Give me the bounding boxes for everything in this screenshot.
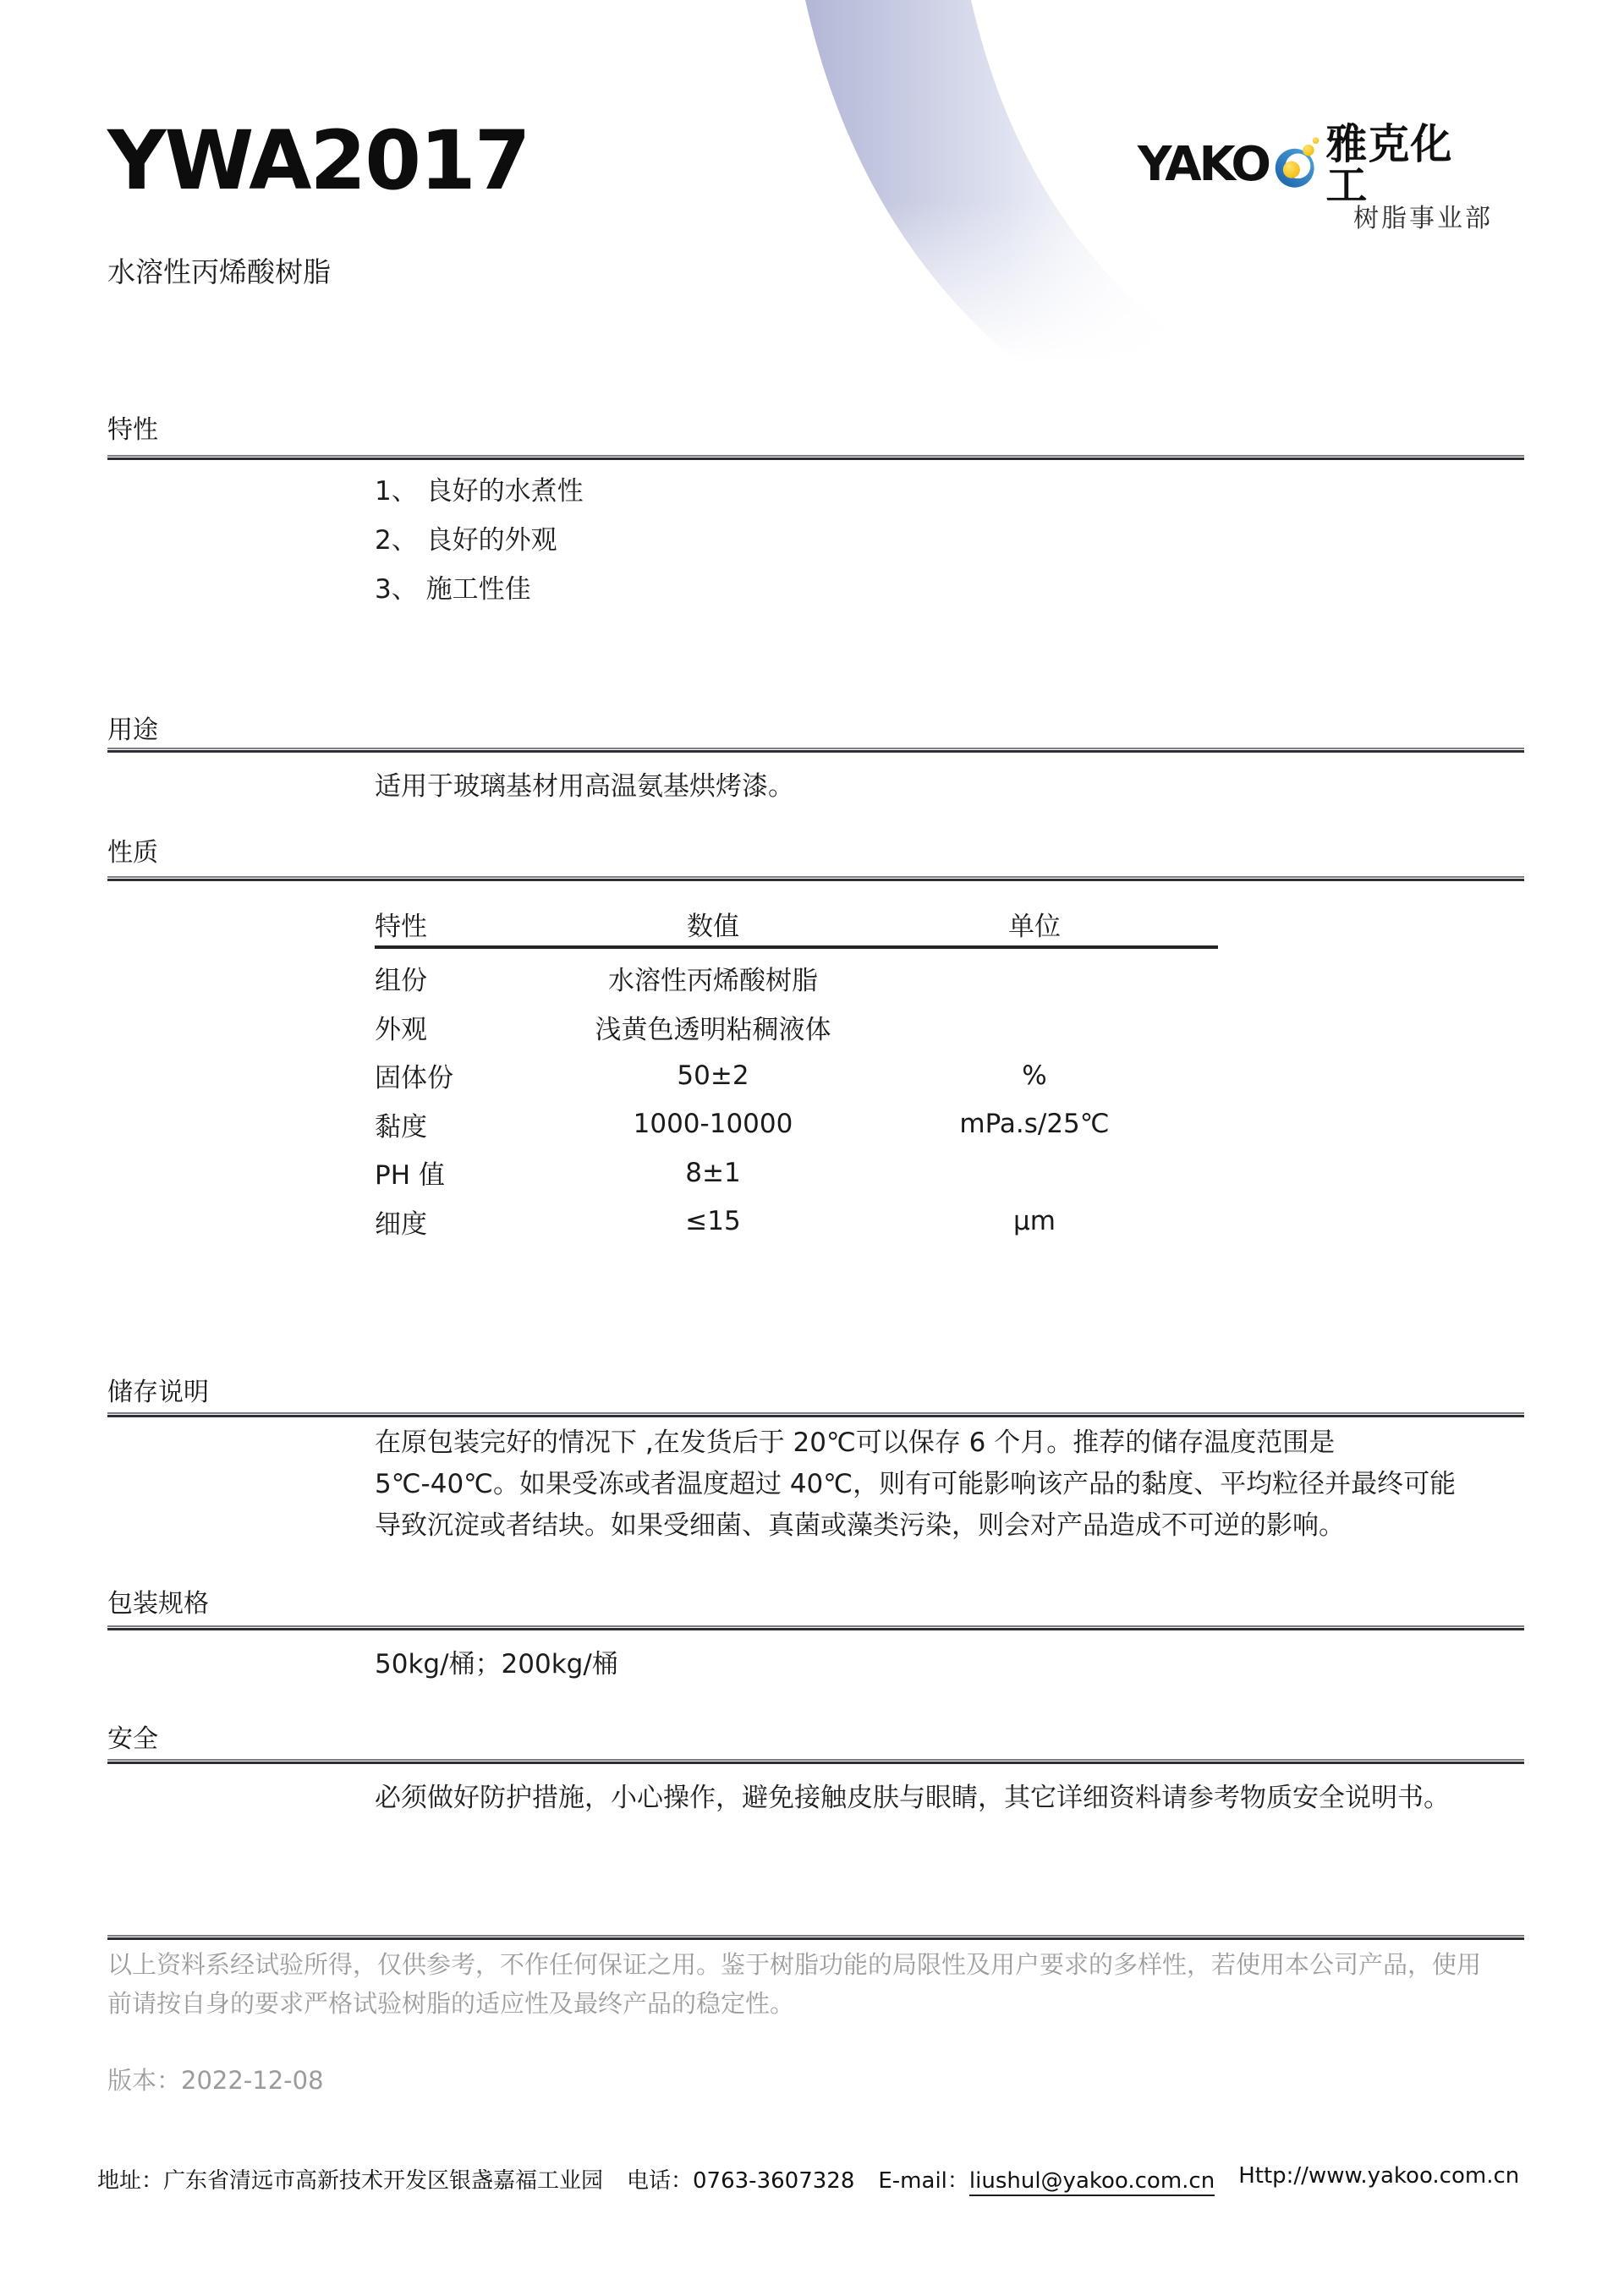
property-unit: μm bbox=[1013, 1206, 1056, 1237]
footer-email bbox=[878, 2163, 1215, 2195]
section-heading-safety: 安全 bbox=[107, 1724, 158, 1754]
contact-footer bbox=[97, 2163, 1552, 2195]
table-row bbox=[375, 1197, 1221, 1247]
property-name: 固体份 bbox=[375, 1063, 453, 1094]
property-unit: mPa.s/25℃ bbox=[959, 1109, 1110, 1140]
page-title: YWA2017 bbox=[107, 113, 529, 208]
safety-text: 必须做好防护措施，小心操作，避免接触皮肤与眼睛，其它详细资料请参考物质安全说明书。 bbox=[375, 1783, 1450, 1813]
table-row bbox=[375, 1100, 1221, 1149]
section-heading-properties: 性质 bbox=[107, 838, 158, 868]
section-heading-packaging: 包装规格 bbox=[107, 1589, 209, 1619]
property-value: ≤15 bbox=[685, 1206, 741, 1237]
property-value: 1000-10000 bbox=[633, 1109, 793, 1140]
table-row bbox=[375, 954, 1221, 1003]
column-header: 数值 bbox=[687, 911, 739, 942]
property-value: 浅黄色透明粘稠液体 bbox=[595, 1014, 831, 1045]
section-divider bbox=[107, 748, 1524, 753]
usage-text: 适用于玻璃基材用高温氨基烘烤漆。 bbox=[375, 771, 794, 802]
footer-website: Http://www.yakoo.com.cn bbox=[1238, 2163, 1520, 2189]
table-row bbox=[375, 1003, 1221, 1052]
page-subtitle: 水溶性丙烯酸树脂 bbox=[107, 255, 331, 288]
yako-orbit-logo-icon bbox=[1270, 136, 1320, 190]
column-header: 单位 bbox=[1008, 911, 1061, 942]
section-divider bbox=[107, 1625, 1524, 1630]
division-label: 树脂事业部 bbox=[1353, 204, 1493, 233]
property-value: 水溶性丙烯酸树脂 bbox=[608, 966, 818, 997]
table-row bbox=[375, 1148, 1221, 1197]
footer-email-label: E-mail： bbox=[878, 2168, 969, 2194]
property-value: 8±1 bbox=[685, 1157, 741, 1188]
property-value: 50±2 bbox=[677, 1060, 749, 1091]
orbit-ball-small bbox=[1313, 137, 1320, 144]
table-header-divider bbox=[375, 945, 1218, 949]
logo-latin-text: YAKO bbox=[1138, 137, 1270, 192]
property-unit: % bbox=[1022, 1060, 1047, 1091]
section-divider bbox=[107, 876, 1524, 881]
footer-address: 地址：广东省清远市高新技术开发区银盏嘉福工业园 bbox=[97, 2168, 604, 2194]
version-label: 版本：2022-12-08 bbox=[107, 2066, 324, 2095]
feature-item: 3、 施工性佳 bbox=[375, 574, 531, 605]
footer-phone: 电话：0763-3607328 bbox=[627, 2168, 855, 2194]
column-header: 特性 bbox=[375, 911, 427, 942]
table-row bbox=[375, 1051, 1221, 1100]
property-name: 细度 bbox=[375, 1208, 427, 1240]
company-logo bbox=[1138, 120, 1493, 210]
section-heading-usage: 用途 bbox=[107, 715, 158, 745]
section-heading-features: 特性 bbox=[107, 415, 158, 445]
packaging-text: 50kg/桶；200kg/桶 bbox=[375, 1649, 618, 1680]
feature-item: 1、 良好的水煮性 bbox=[375, 476, 584, 507]
feature-item: 2、 良好的外观 bbox=[375, 525, 557, 556]
property-name: 黏度 bbox=[375, 1111, 427, 1143]
section-divider bbox=[107, 455, 1524, 460]
email-link[interactable]: liushul@yakoo.com.cn bbox=[969, 2168, 1215, 2196]
properties-table bbox=[375, 901, 1221, 1246]
disclaimer-divider bbox=[107, 1935, 1524, 1940]
section-divider bbox=[107, 1412, 1524, 1417]
disclaimer-text: 以上资料系经试验所得，仅供参考，不作任何保证之用。鉴于树脂功能的局限性及用户要求的多样性，若使用本公司产品，使用前请按自身的要求严格试验树脂的适应性及最终产品的稳定性。 bbox=[107, 1950, 1482, 2018]
orbit-ball-large bbox=[1283, 162, 1300, 178]
orbit-ball-medium bbox=[1303, 145, 1314, 156]
property-name: 外观 bbox=[375, 1014, 427, 1045]
table-header-row bbox=[375, 901, 1221, 945]
section-heading-storage: 储存说明 bbox=[107, 1378, 209, 1407]
logo-chinese-text: 雅克化工 bbox=[1325, 120, 1453, 210]
storage-text: 在原包装完好的情况下 ,在发货后于 20℃可以保存 6 个月。推荐的储存温度范围是 5℃-40℃。如果受冻或者温度超过 40℃，则有可能影响该产品的黏度、平均粒径并最终可能导致沉淀或者结块。如果受细菌、真菌或藻类污染，则会对产品造成不可逆的影响。 bbox=[375, 1427, 1457, 1541]
feature-list bbox=[375, 467, 584, 614]
property-name: 组份 bbox=[375, 966, 427, 997]
property-name: PH 值 bbox=[375, 1160, 445, 1192]
section-divider bbox=[107, 1759, 1524, 1764]
